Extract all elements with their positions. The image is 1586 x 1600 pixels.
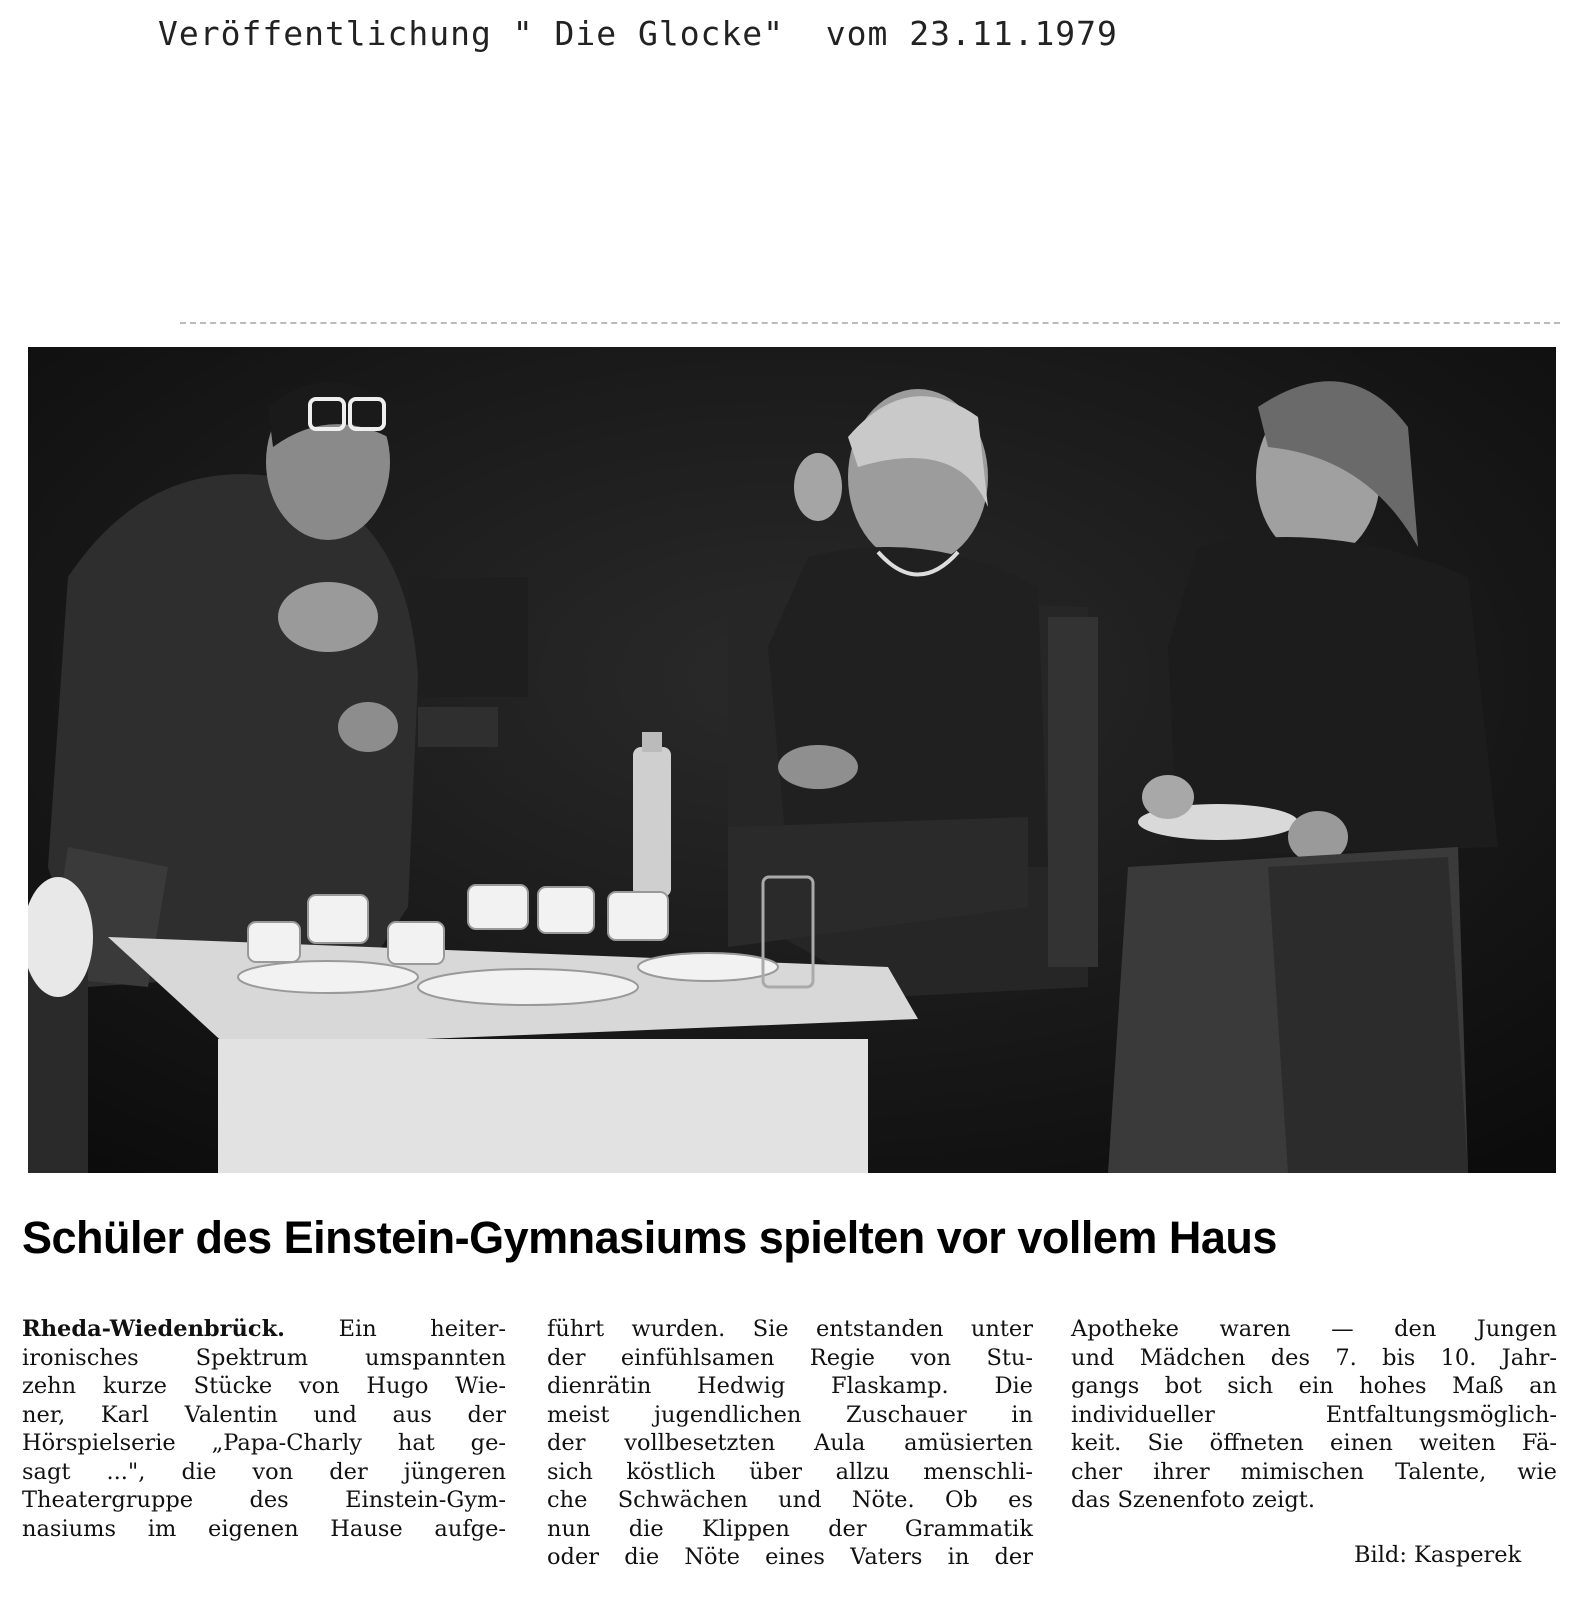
text-line: führt wurden. Sie entstanden unter xyxy=(547,1316,1033,1342)
publication-stamp: Veröffentlichung " Die Glocke" vom 23.11.1979 xyxy=(158,14,1118,53)
article-column-3 xyxy=(1071,1315,1557,1515)
photo-credit: Bild: Kasperek xyxy=(1354,1542,1522,1568)
text-line: nasiums im eigenen Hause aufge- xyxy=(22,1515,506,1542)
scene-photo xyxy=(28,347,1556,1173)
text-line: Hörspielserie „Papa-Charly hat ge- xyxy=(22,1430,506,1456)
article-column-2 xyxy=(547,1315,1033,1572)
text-line: meist jugendlichen Zuschauer in xyxy=(547,1401,1033,1428)
text-line: sich köstlich über allzu menschli- xyxy=(547,1458,1033,1485)
text-line: gangs bot sich ein hohes Maß an xyxy=(1071,1373,1557,1399)
text-line: cher ihrer mimischen Talente, wie xyxy=(1071,1458,1557,1485)
dateline: Rheda-Wiedenbrück. xyxy=(22,1316,286,1342)
text-line: nun die Klippen der Grammatik xyxy=(547,1515,1033,1542)
text-line: sagt ...", die von der jüngeren xyxy=(22,1458,506,1485)
text-line xyxy=(22,1315,506,1344)
text-line: und Mädchen des 7. bis 10. Jahr- xyxy=(1071,1344,1557,1371)
text-line: che Schwächen und Nöte. Ob es xyxy=(547,1487,1033,1513)
text-line: keit. Sie öffneten einen weiten Fä- xyxy=(1071,1430,1557,1456)
text-line: ironisches Spektrum umspannten xyxy=(22,1344,506,1371)
text-line: das Szenenfoto zeigt. xyxy=(1071,1487,1315,1513)
text-line: oder die Nöte eines Vaters in der xyxy=(547,1544,1033,1570)
text-line: Apotheke waren — den Jungen xyxy=(1071,1316,1557,1342)
article-headline: Schüler des Einstein-Gymnasiums spielten vor vollem Haus xyxy=(22,1212,1277,1263)
text-line: dienrätin Hedwig Flaskamp. Die xyxy=(547,1373,1033,1399)
text-line: der vollbesetzten Aula amüsierten xyxy=(547,1430,1033,1456)
article-column-1 xyxy=(22,1315,506,1543)
text-line: individueller Entfaltungsmöglich- xyxy=(1071,1401,1557,1428)
text-line: ner, Karl Valentin und aus der xyxy=(22,1401,506,1428)
text-line-fragment: Ein heiter- xyxy=(285,1316,506,1342)
text-line: der einfühlsamen Regie von Stu- xyxy=(547,1344,1033,1371)
clipping-cut-line xyxy=(180,322,1560,324)
text-line: Theatergruppe des Einstein-Gym- xyxy=(22,1487,506,1513)
text-line: zehn kurze Stücke von Hugo Wie- xyxy=(22,1373,506,1399)
